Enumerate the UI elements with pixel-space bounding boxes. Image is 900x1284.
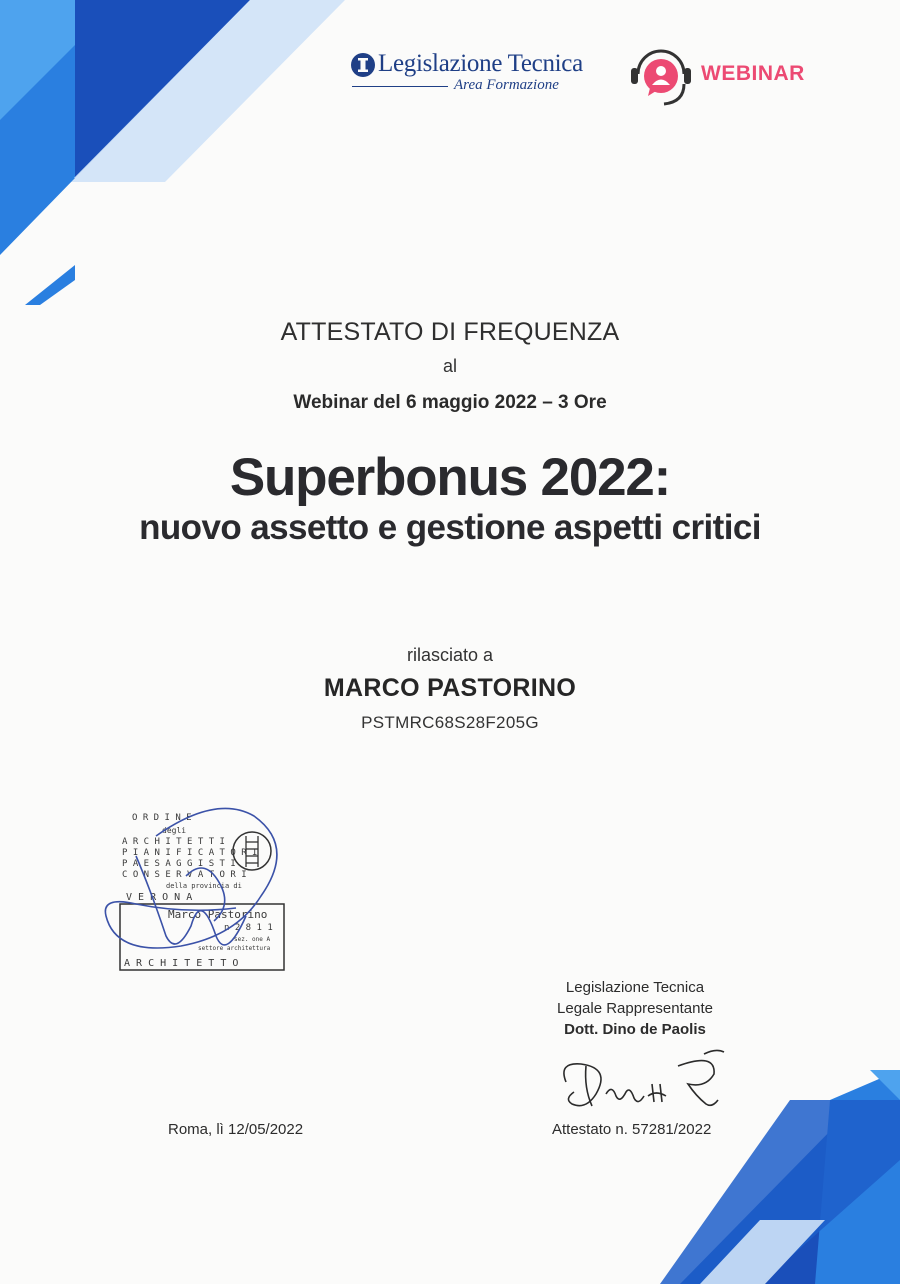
certificate-al: al (442, 356, 457, 376)
corner-decoration-top-left (0, 0, 360, 310)
signatory-block (530, 977, 740, 1040)
stamp-line-8: V E R O N A (126, 892, 193, 903)
signatory-signature (556, 1044, 736, 1120)
stamp-line-7: della provincia di (166, 882, 242, 890)
stamp-graphic (96, 796, 316, 982)
stamp-line-5: P A E S A G G I S T I (122, 859, 236, 869)
stamp-line-1: O R D I N E (132, 813, 192, 823)
fiscal-code: PSTMRC68S28F205G (361, 713, 539, 732)
stamp-section: sez. one A (234, 936, 271, 943)
signatory-role: Legale Rappresentante (557, 1000, 713, 1017)
stamp-footer: A R C H I T E T T O (124, 958, 239, 969)
headset-user-icon (628, 44, 694, 110)
attestato-number: Attestato n. 57281/2022 (552, 1121, 712, 1138)
course-title: Superbonus 2022: (229, 448, 671, 507)
logo-divider (352, 86, 448, 87)
stamp-line-6: C O N S E R V A T O R I (122, 870, 247, 880)
stamp-line-4: P I A N I F I C A T O R I (122, 848, 258, 858)
legislazione-tecnica-logo (350, 48, 590, 100)
webinar-logo (628, 44, 828, 110)
stamp-sector: settore architettura (198, 945, 271, 952)
certificate-title: ATTESTATO DI FREQUENZA (280, 318, 620, 346)
webinar-date-line: Webinar del 6 maggio 2022 – 3 Ore (293, 392, 607, 413)
signatory-name: Dott. Dino de Paolis (564, 1021, 706, 1038)
stamp-line-2: degli (162, 826, 187, 835)
logo-subtitle: Area Formazione (454, 77, 559, 93)
stamp-number: n 2 8 1 1 (224, 923, 273, 933)
webinar-label: WEBINAR (701, 62, 805, 85)
recipient-name: MARCO PASTORINO (323, 674, 577, 702)
stamp-line-3: A R C H I T E T T I (122, 837, 225, 847)
course-subtitle: nuovo assetto e gestione aspetti critici (139, 508, 761, 547)
legislazione-logo-icon (350, 52, 376, 78)
signatory-org: Legislazione Tecnica (565, 979, 705, 996)
stamp-name: Marco Pastorino (168, 908, 268, 921)
logo-name: Legislazione Tecnica (378, 50, 583, 77)
architect-stamp (96, 796, 316, 982)
issue-date: Roma, lì 12/05/2022 (168, 1121, 304, 1138)
issued-to-label: rilasciato a (406, 645, 494, 665)
